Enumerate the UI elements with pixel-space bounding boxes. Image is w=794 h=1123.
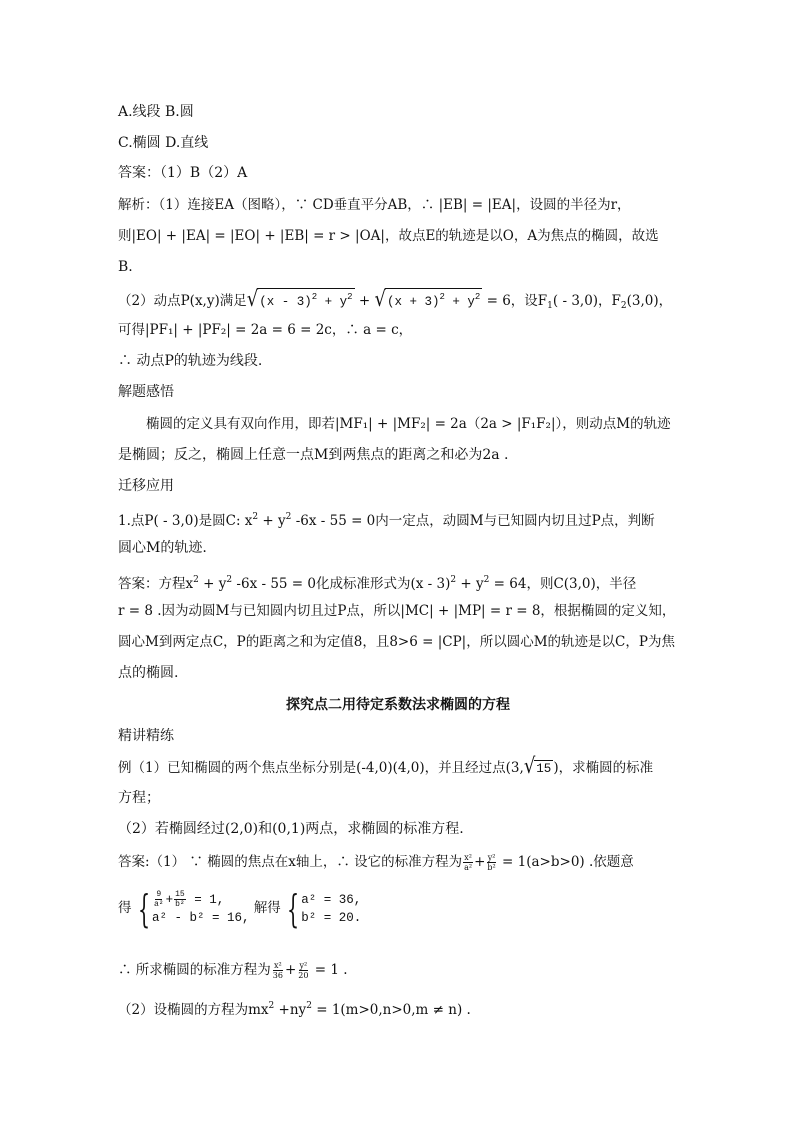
option-cd: C.椭圆 D.直线 xyxy=(118,135,209,151)
sqrt-sign: √ xyxy=(246,286,259,312)
example-answer-line-1: 答案:（1） ∵ 椭圆的焦点在x轴上，∴ 设它的标准方程为 $\frac{\text{x²}}{\text{a²}}$ + $\frac{\text{y²}}{\text{b²}}$ = 1(a>b>0) .依题意 xyxy=(118,853,634,872)
exercise-answer-line-1: 答案：方程$x^2 + y^2$ -6x - 55 = 0化成标准形式为$(x - 3)^2 + y^2 = 64$，则C(3,0)，半径 xyxy=(118,575,637,592)
analysis-part2-line: （2）动点P(x,y)满足$√(x - 3)^2 + y^2 + √(x + 3)^2 + y^2 = 6$，设$F_1( - 3,0)$，$F_2(3,0)$， xyxy=(118,286,673,312)
example-line-1: 例（1）已知椭圆的两个焦点坐标分别是(-4,0)(4,0)，并且经过点(3,√15 )，求椭圆的标准 xyxy=(118,753,654,779)
system-1: { $\frac{9}{\text{a²}}$ + $\frac{15}{\text{b²}}$ = 1, a² - b² = 16, xyxy=(137,886,250,931)
section-label-transfer: 迁移应用 xyxy=(118,478,174,494)
analysis-part2-line-2: 可得|PF₁| + |PF₂| = 2a = 6 = 2c，∴ a = c， xyxy=(118,322,413,338)
section-label-insight: 解题感悟 xyxy=(118,384,174,400)
example-answer-part2: （2）设椭圆的方程为$mx^2 +ny^2 = 1(m>0,n>0,m \ne n)$ . xyxy=(118,1001,471,1018)
option-ab: A.线段 B.圆 xyxy=(118,104,194,120)
exercise-line-2: 圆心M的轨迹. xyxy=(118,540,207,556)
example-line-3: （2）若椭圆经过(2,0)和(0,1)两点，求椭圆的标准方程. xyxy=(118,821,464,837)
section-label-practice: 精讲精练 xyxy=(118,728,174,744)
analysis-line-3: B. xyxy=(118,259,133,275)
equation-systems: 得 { $\frac{9}{\text{a²}}$ + $\frac{15}{\text{b²}}$ = 1, a² - b² = 16, 解得 { a² = 36, b² = 20. xyxy=(118,886,362,931)
exercise-answer-line-3: 圆心M到两定点C，P的距离之和为定值8，且8>6 = |CP|，所以圆心M的轨迹是以C，P为焦 xyxy=(118,634,675,650)
insight-line-2: 是椭圆；反之，椭圆上任意一点M到两焦点的距离之和必为2a . xyxy=(118,447,509,463)
exercise-answer-line-2: r = 8 .因为动圆M与已知圆内切且过P点，所以|MC| + |MP| = r = 8，根据椭圆的定义知， xyxy=(118,603,676,619)
section-heading: 探究点二用待定系数法求椭圆的方程 xyxy=(286,697,510,713)
example-line-2: 方程； xyxy=(118,790,160,806)
sqrt-sign: √ xyxy=(523,753,536,779)
analysis-line-1: 解析：（1）连接EA（图略），∵ CD垂直平分AB，∴ |EB| = |EA|，设圆的半径为r， xyxy=(118,197,631,213)
answer-line: 答案：（1）B（2）A xyxy=(118,165,248,181)
exercise-line-1: 1.点P( - 3,0)是圆C: $x^2 + y^2$ -6x - 55 = 0内一定点，动圆M与已知圆内切且过P点，判断 xyxy=(118,512,655,529)
insight-line-1: 椭圆的定义具有双向作用，即若|MF₁| + |MF₂| = 2a（2a > |F₁F₂|），则动点M的轨迹 xyxy=(146,416,671,432)
analysis-line-2: 则|EO| + |EA| = |EO| + |EB| = r > |OA|，故点E的轨迹是以O，A为焦点的椭圆，故选 xyxy=(118,228,659,244)
analysis-conclusion: ∴ 动点P的轨迹为线段. xyxy=(118,353,263,369)
sqrt-sign: √ xyxy=(374,286,386,312)
system-2: { a² = 36, b² = 20. xyxy=(287,886,362,931)
example-answer-result: ∴ 所求椭圆的标准方程为 $\frac{\text{x²}}{36}$ + $\frac{\text{y²}}{20}$ = 1 . xyxy=(118,961,348,980)
exercise-answer-line-4: 点的椭圆. xyxy=(118,665,179,681)
